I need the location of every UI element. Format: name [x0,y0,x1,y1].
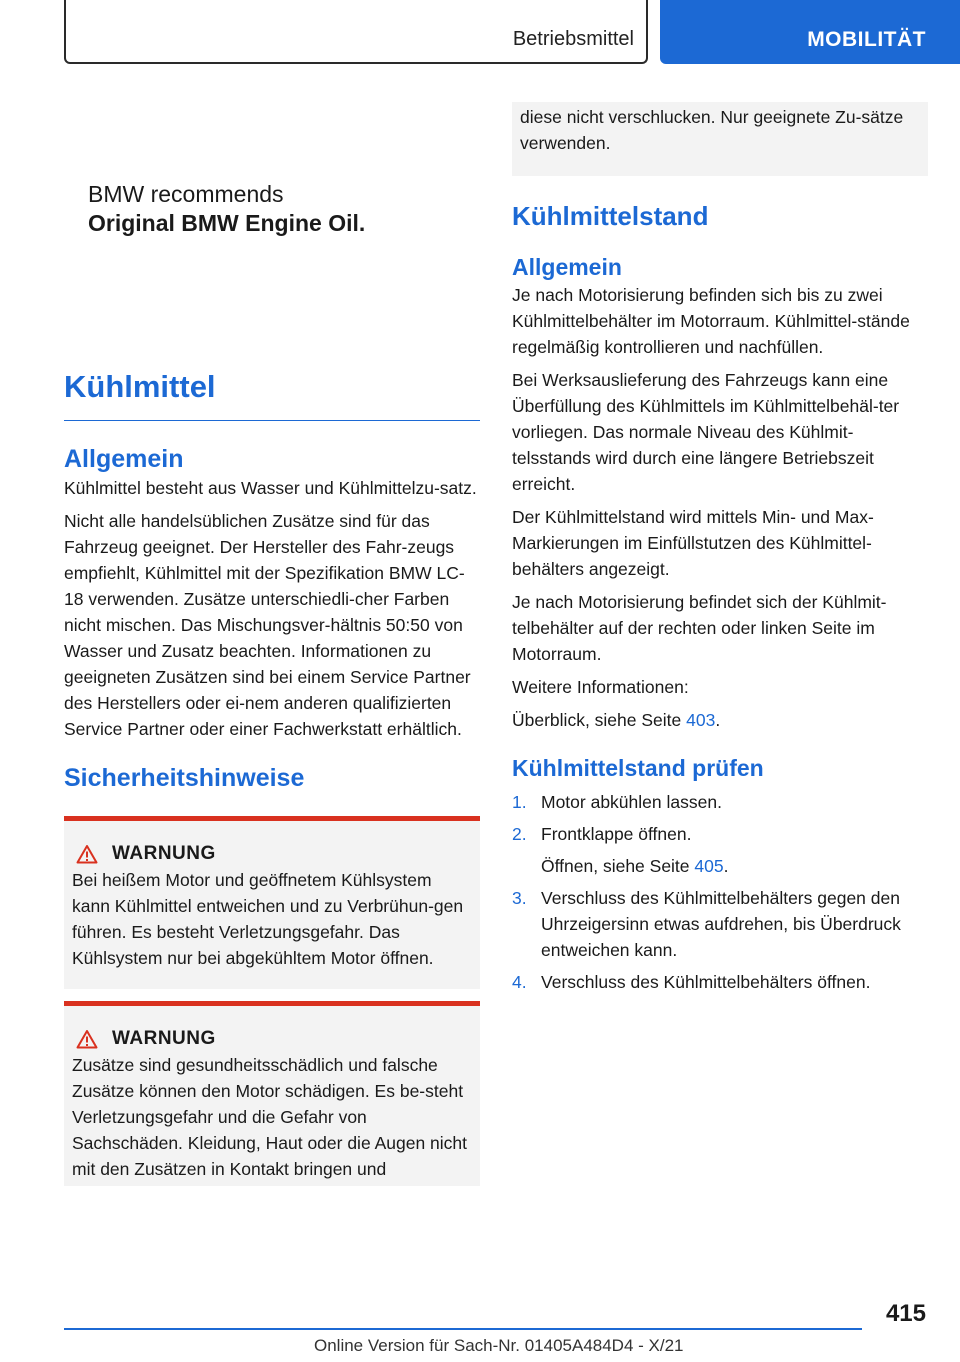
list-item [512,821,928,879]
page-title: Kühlmittel [64,362,480,421]
step-text: Frontklappe öffnen. [541,824,692,844]
page-link-403[interactable]: 403 [686,710,716,730]
overview-ref-suffix: . [715,710,721,730]
level-general-heading: Allgemein [512,254,622,280]
warning-2-text-continued: diese nicht verschlucken. Nur geeignete Zu-sätze verwenden. [520,107,904,153]
footer-divider [64,1328,862,1330]
steps-list [512,789,928,995]
oil-ad-line2: Original BMW Engine Oil. [88,210,366,236]
warning-box-1 [64,816,480,989]
open-ref-suffix: . [723,856,729,876]
level-paragraph-3: Der Kühlmittelstand wird mittels Min- und Max-Markierungen im Einfüllstutzen des Kühlmittel-behälters angezeigt. [512,507,874,579]
open-ref-text: Öffnen, siehe Seite [541,856,695,876]
step-number: 4. [512,972,527,992]
step-text: Verschluss des Kühlmittelbehälters öffnen. [541,972,871,992]
coolant-level-heading: Kühlmittelstand [512,201,709,231]
step-number: 1. [512,792,527,812]
general-paragraph-2: Nicht alle handelsüblichen Zusätze sind für das Fahrzeug geeignet. Der Hersteller des Fahr-zeugs empfiehlt, Kühlmittel mit der Spezifikation BMW LC-18 verwenden. Zusätze unterschiedli-cher Farben nicht mischen. Das Mischungsver-hältnis 50:50 von Wasser und Zusatz beachten. Informationen zu geeigneten Zusätzen sind bei einem Service Partner des Herstellers oder ei-nem anderen qualifizierten Service Partner oder einer Fachwerkstatt erhältlich. [64,511,471,739]
header-section-label: Betriebsmittel [512,28,634,50]
warning-1-text: Bei heißem Motor und geöffnetem Kühlsystem kann Kühlmittel entweichen und zu Verbrühun-gen führen. Es besteht Verletzungsgefahr. Das Kühlsystem nur bei abgekühltem Motor öffnen. [72,870,464,968]
step-subtext [541,853,728,879]
general-heading: Allgemein [64,445,184,473]
step-text: Verschluss des Kühlmittelbehälters gegen den Uhrzeigersinn etwas aufdrehen, bis Überdruck entweichen kann. [541,888,901,960]
warning-triangle-icon [76,844,98,864]
level-paragraph-5: Weitere Informationen: [512,677,689,697]
footer-text: Online Version für Sach-Nr. 01405A484D4 - X/21 [314,1336,684,1355]
step-text: Motor abkühlen lassen. [541,792,722,812]
list-item [512,885,928,963]
check-level-heading: Kühlmittelstand prüfen [512,755,764,781]
page-number: 415 [885,1300,926,1327]
warning-1-title: WARNUNG [112,843,216,864]
oil-ad-line1: BMW recommends [88,181,284,207]
oil-advertisement [88,180,365,238]
list-item [512,789,928,815]
level-paragraph-6 [512,707,928,733]
warning-box-2 [64,1001,480,1186]
warning-2-title: WARNUNG [112,1028,216,1049]
level-paragraph-1: Je nach Motorisierung befinden sich bis zu zwei Kühlmittelbehälter im Motorraum. Kühlmittel-stände regelmäßig kontrollieren und nachfüllen. [512,285,910,357]
level-paragraph-4: Je nach Motorisierung befindet sich der Kühlmit-telbehälter auf der rechten oder linken Seite im Motorraum. [512,592,887,664]
level-paragraph-2: Bei Werksauslieferung des Fahrzeugs kann eine Überfüllung des Kühlmittels im Kühlmittelbehäl-ter vorliegen. Das normale Niveau des Kühlmit-telsstands wird durch eine längere Betriebszeit erreicht. [512,370,900,494]
left-column [64,362,480,1186]
header-chapter-tab [660,0,960,64]
header-section-tab [64,0,648,64]
general-paragraph-1: Kühlmittel besteht aus Wasser und Kühlmittelzu-satz. [64,478,477,498]
right-column [512,102,928,1001]
step-number: 2. [512,824,527,844]
warning-box-2-continued [512,102,928,176]
overview-ref-text: Überblick, siehe Seite [512,710,687,730]
warning-2-text: Zusätze sind gesundheitsschädlich und falsche Zusätze können den Motor schädigen. Es be-steht Verletzungsgefahr und die Gefahr von Sachschäden. Kleidung, Haut oder die Augen nicht mit den Zusätzen in Kontakt bringen und [72,1055,468,1179]
safety-heading: Sicherheitshinweise [64,764,305,792]
page-link-405[interactable]: 405 [694,856,724,876]
step-number: 3. [512,888,527,908]
list-item [512,969,928,995]
header-chapter-label: MOBILITÄT [807,28,926,51]
warning-triangle-icon [76,1029,98,1049]
